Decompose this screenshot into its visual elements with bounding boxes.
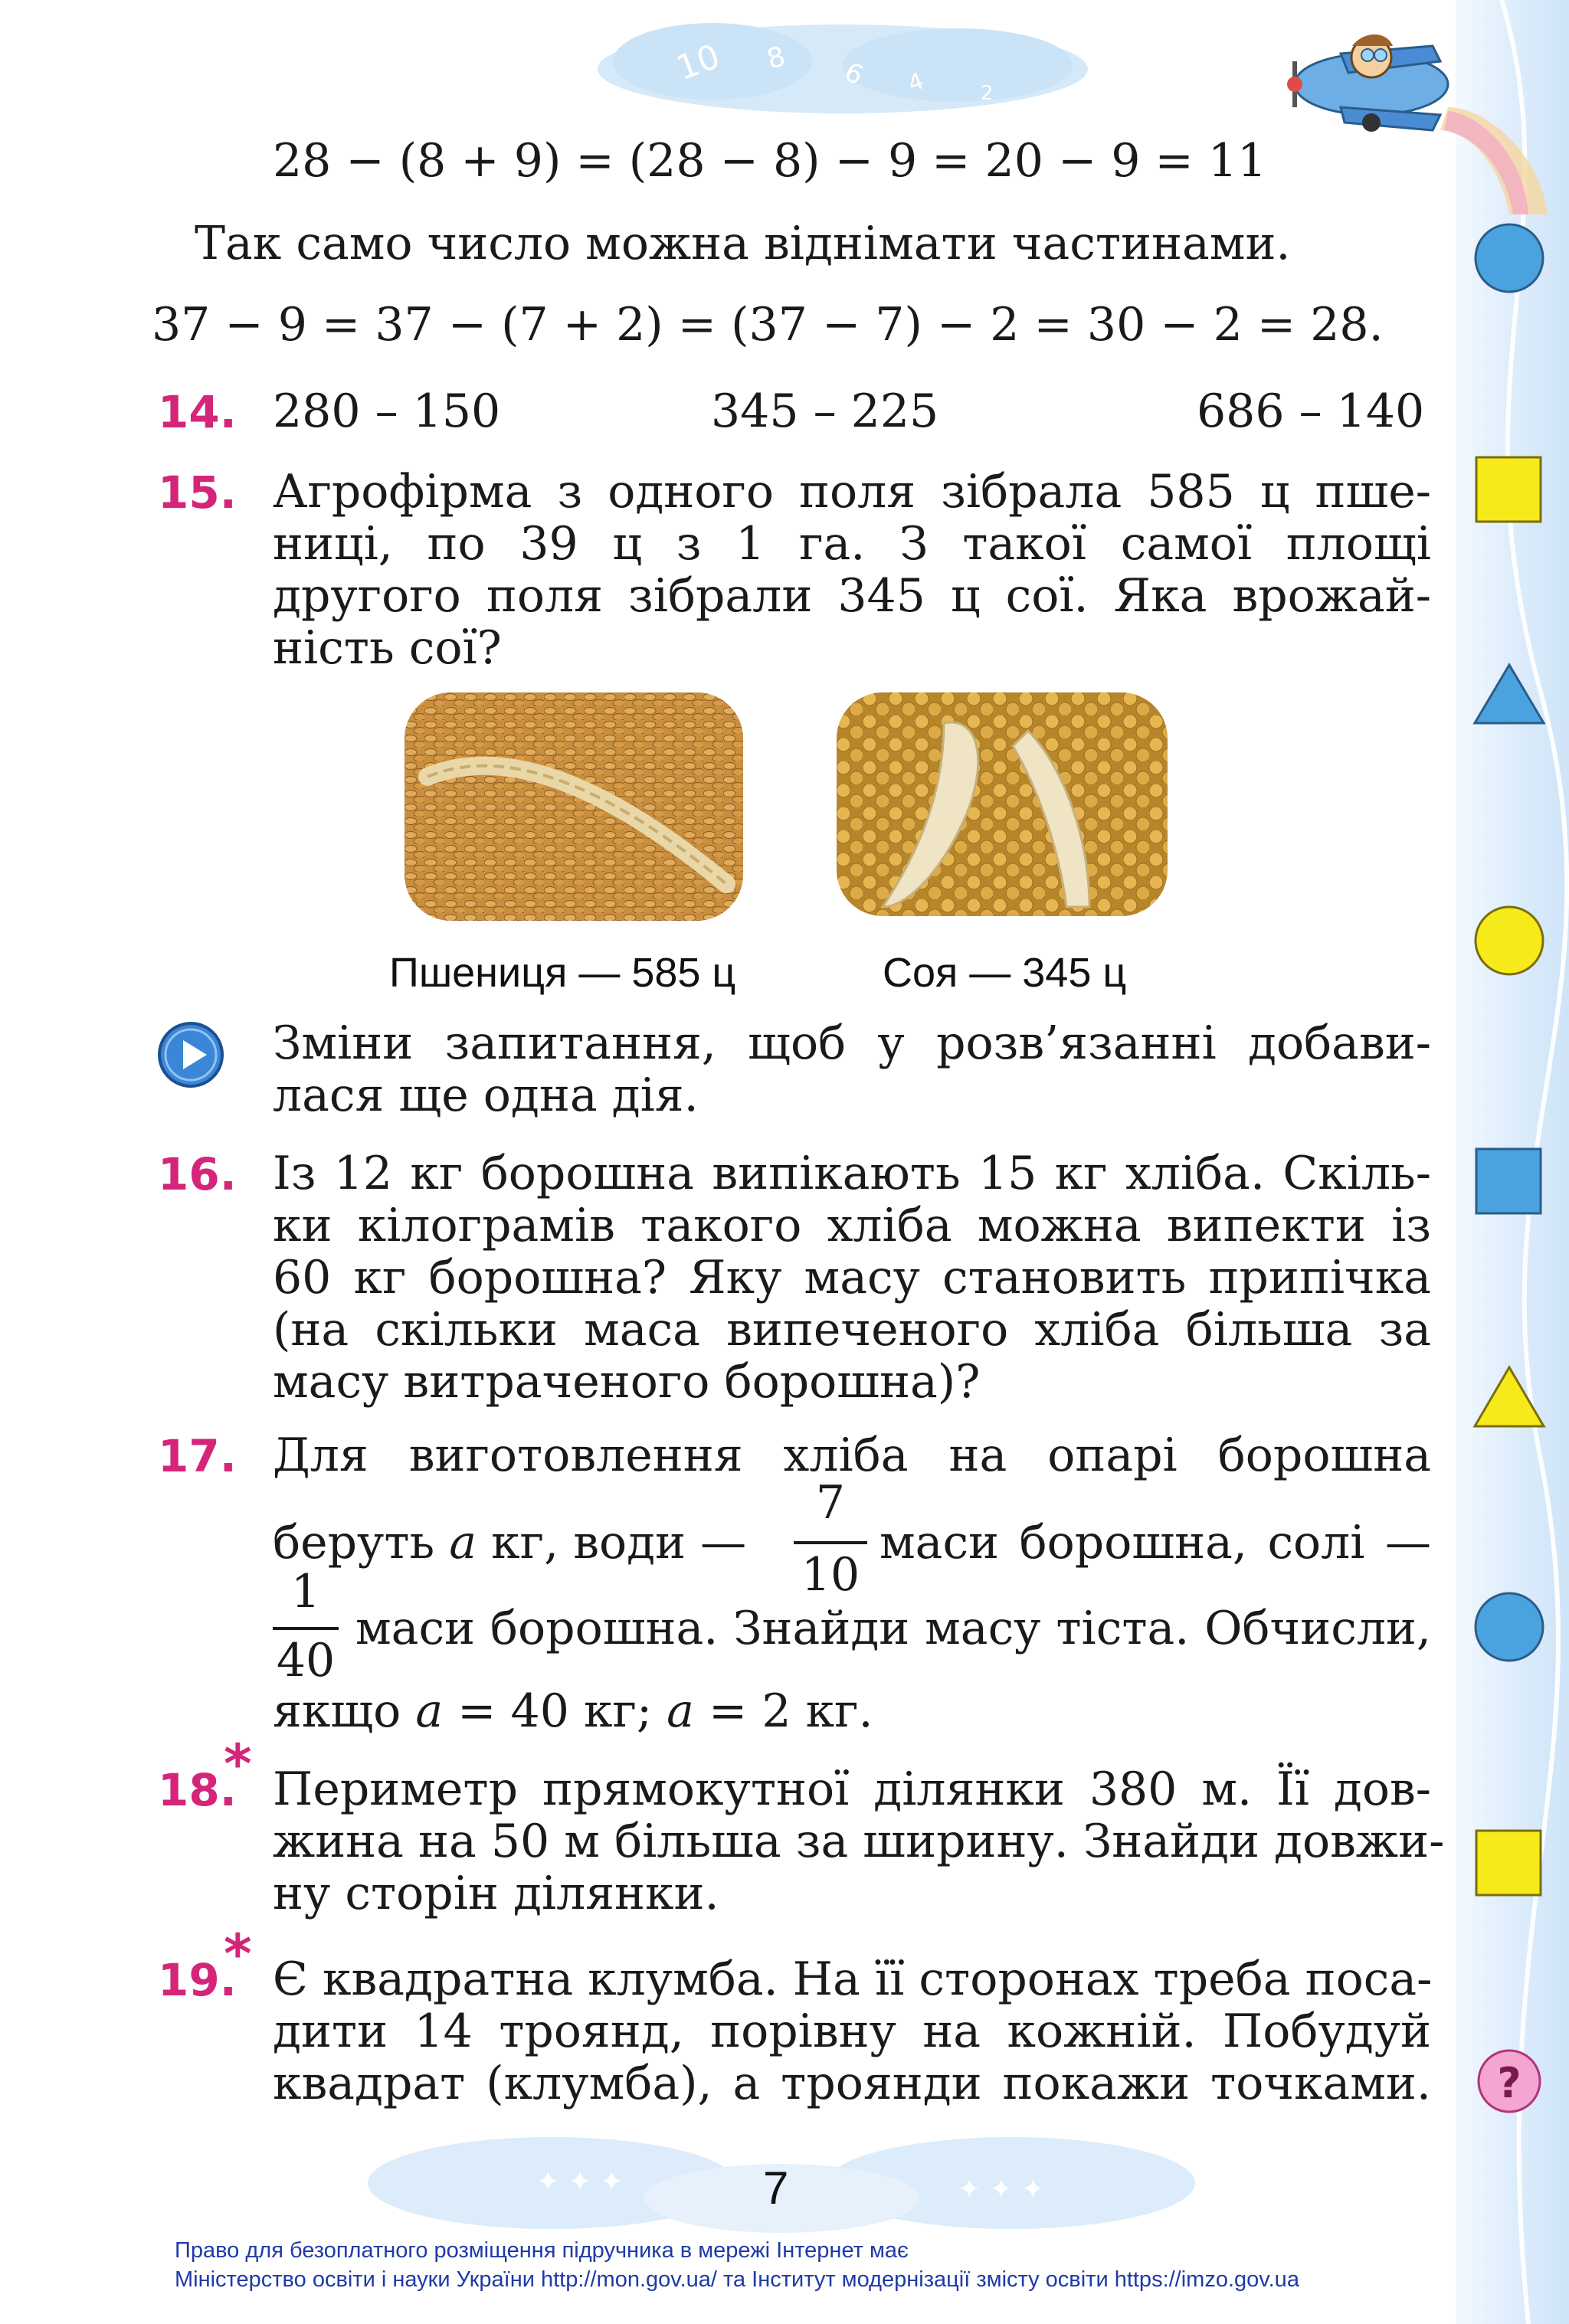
ex18-line: ну сторін ділянки. (273, 1867, 719, 1920)
ex18-line: жина на 50 м більша за ширину. Знайди довжи- (273, 1815, 1445, 1868)
svg-text:✦ ✦ ✦: ✦ ✦ ✦ (958, 2174, 1045, 2205)
ex19-line: Є квадратна клумба. На її сторонах треба поса- (273, 1952, 1433, 2006)
ex17-line-3: маси борошна. Знайди масу тіста. Обчисли, (355, 1602, 1431, 1655)
difficulty-star-icon: * (224, 1733, 252, 1795)
fraction-denominator: 40 (276, 1634, 336, 1687)
cloud-number: 10 (671, 37, 726, 89)
square-yellow-icon (1476, 457, 1541, 522)
exercise-17-number: 17. (158, 1430, 237, 1482)
note-text: Так само число можна віднімати частинами. (195, 217, 1291, 270)
ex15-extra-line: Зміни запитання, щоб у розв’язанні добави- (273, 1016, 1431, 1070)
triangle-yellow-icon (1475, 1367, 1544, 1426)
fraction-numerator: 7 (815, 1476, 846, 1530)
triangle-blue-icon (1475, 665, 1544, 723)
exercise-18-number: 18. (158, 1764, 237, 1816)
formula-1: 28 − (8 + 9) = (28 − 8) − 9 = 20 − 9 = 11 (273, 134, 1267, 188)
ex16-line: Із 12 кг борошна випікають 15 кг хліба. Скіль- (273, 1147, 1431, 1200)
cloud-number: 4 (904, 67, 928, 98)
svg-text:?: ? (1497, 2059, 1522, 2107)
cloud-number: 6 (840, 56, 868, 92)
ex17-line-2c: маси борошна, солі — (879, 1516, 1431, 1570)
difficulty-star-icon: * (224, 1923, 252, 1985)
ex17-line-4: якщо a = 40 кг; a = 2 кг. (273, 1684, 873, 1738)
fraction-numerator: 1 (290, 1565, 321, 1619)
play-icon (156, 1020, 225, 1089)
circle-blue-icon (1476, 224, 1543, 292)
soy-photo (837, 692, 1168, 916)
ex16-line: (на скільки маса випеченого хліба більша за (273, 1303, 1431, 1357)
ex19-line: квадрат (клумба), а троянди покажи точками. (273, 2057, 1431, 2110)
fraction-bar (273, 1627, 339, 1630)
exercise-14-number: 14. (158, 386, 237, 438)
ex14-item-3: 686 – 140 (1197, 385, 1425, 438)
ex14-item-2: 345 – 225 (711, 385, 939, 438)
ex15-line: ниці, по 39 ц з 1 га. З такої самої площі (273, 517, 1431, 571)
wheat-photo (405, 692, 743, 921)
footer-line-1: Право для безоплатного розміщення підручника в мережі Інтернет має (175, 2238, 909, 2263)
airplane-icon (1256, 15, 1563, 214)
footer-line-2: Міністерство освіти і науки України http://mon.gov.ua/ та Інститут модернізації змісту освіти https://imzo.gov.ua (175, 2267, 1299, 2292)
ex17-line-2: беруть a кг, води — (273, 1516, 747, 1570)
cloud-number: 8 (763, 41, 789, 76)
ex19-line: дити 14 троянд, порівну на кожній. Побудуй (273, 2005, 1431, 2058)
fraction-bar (794, 1541, 867, 1544)
svg-text:✦ ✦ ✦: ✦ ✦ ✦ (536, 2166, 624, 2198)
ex15-extra-line: лася ще одна дія. (273, 1069, 699, 1122)
ex17-line-1: Для виготовлення хліба на опарі борошна (273, 1429, 1431, 1482)
ex16-line: 60 кг борошна? Яку масу становить припічка (273, 1251, 1431, 1304)
page-number: 7 (763, 2162, 789, 2214)
cloud-number: 2 (981, 82, 994, 105)
square-yellow-icon (1476, 1831, 1541, 1895)
circle-yellow-icon (1476, 907, 1543, 974)
caption-soy: Соя — 345 ц (883, 950, 1127, 996)
number-cloud-decoration (598, 15, 1088, 115)
exercise-19-number: 19. (158, 1954, 237, 2006)
ex14-item-1: 280 – 150 (273, 385, 501, 438)
fraction-denominator: 10 (801, 1548, 860, 1602)
ex15-line: Агрофірма з одного поля зібрала 585 ц пше- (273, 465, 1431, 519)
exercise-16-number: 16. (158, 1148, 237, 1200)
ex15-line: ність сої? (273, 621, 502, 675)
square-blue-icon (1476, 1149, 1541, 1213)
formula-2: 37 − 9 = 37 − (7 + 2) = (37 − 7) − 2 = 30 − 2 = 28. (152, 298, 1384, 352)
sidebar-shapes (1467, 0, 1569, 2145)
ex16-line: масу витраченого борошна)? (273, 1355, 981, 1409)
ex15-line: другого поля зібрали 345 ц сої. Яка врожай- (273, 569, 1431, 623)
circle-blue-icon (1476, 1593, 1543, 1661)
exercise-15-number: 15. (158, 466, 237, 519)
ex16-line: ки кілограмів такого хліба можна випекти із (273, 1199, 1431, 1252)
caption-wheat: Пшениця — 585 ц (389, 950, 736, 996)
ex18-line: Периметр прямокутної ділянки 380 м. Її дов- (273, 1763, 1431, 1816)
